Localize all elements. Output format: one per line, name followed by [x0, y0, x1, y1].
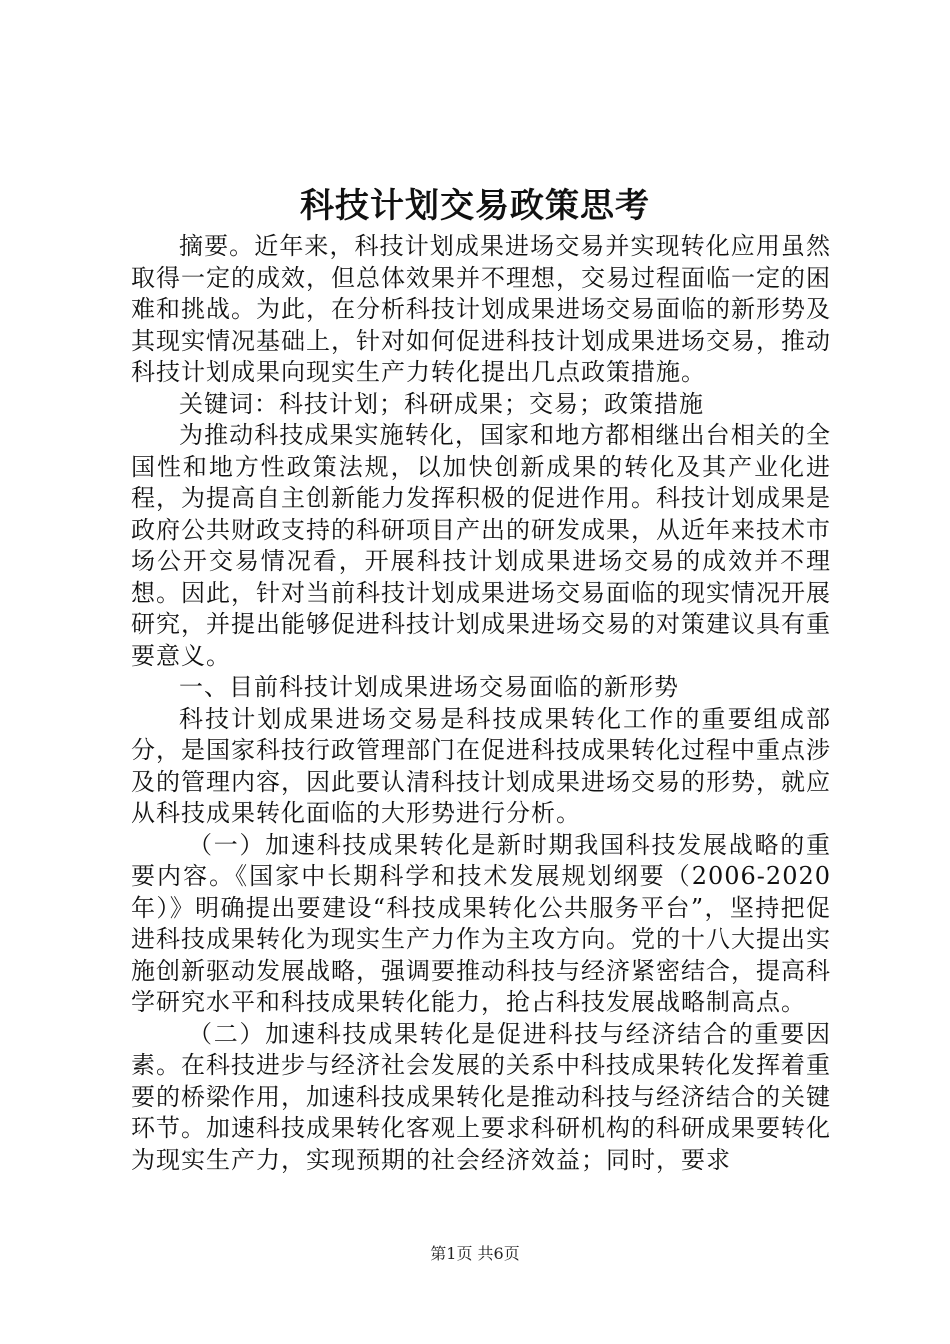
document-body — [131, 231, 831, 1176]
abstract-paragraph: 摘要。近年来，科技计划成果进场交易并实现转化应用虽然取得一定的成效，但总体效果并不理想，交易过程面临一定的困难和挑战。为此，在分析科技计划成果进场交易面临的新形势及其现实情况基础上，针对如何促进科技计划成果进场交易，推动科技计划成果向现实生产力转化提出几点政策措施。 — [131, 232, 831, 386]
subsection-1-paragraph: （一）加速科技成果转化是新时期我国科技发展战略的重要内容。《国家中长期科学和技术发展规划纲要（2006-2020年）》明确提出要建设“科技成果转化公共服务平台”，坚持把促进科技成果转化为现实生产力作为主攻方向。党的十八大提出实施创新驱动发展战略，强调要推动科技与经济紧密结合，提高科学研究水平和科技成果转化能力，抢占科技发展战略制高点。 — [131, 830, 831, 1016]
document-title: 科技计划交易政策思考 — [300, 186, 650, 226]
section-heading-1: 一、目前科技计划成果进场交易面临的新形势 — [179, 673, 679, 701]
section-1-paragraph: 科技计划成果进场交易是科技成果转化工作的重要组成部分，是国家科技行政管理部门在促进科技成果转化过程中重点涉及的管理内容，因此要认清科技计划成果进场交易的形势，就应从科技成果转化面临的大形势进行分析。 — [131, 704, 831, 827]
page-footer: 第1页 共6页 — [430, 1244, 520, 1263]
keywords-paragraph: 关键词：科技计划；科研成果；交易；政策措施 — [179, 389, 704, 418]
intro-paragraph: 为推动科技成果实施转化，国家和地方都相继出台相关的全国性和地方性政策法规，以加快创新成果的转化及其产业化进程，为提高自主创新能力发挥积极的促进作用。科技计划成果是政府公共财政支持的科研项目产出的研发成果，从近年来技术市场公开交易情况看，开展科技计划成果进场交易的成效并不理想。因此，针对当前科技计划成果进场交易面临的现实情况开展研究，并提出能够促进科技计划成果进场交易的对策建议具有重要意义。 — [131, 421, 831, 670]
subsection-2-paragraph: （二）加速科技成果转化是促进科技与经济结合的重要因素。在科技进步与经济社会发展的关系中科技成果转化发挥着重要的桥梁作用，加速科技成果转化是推动科技与经济结合的关键环节。加速科技成果转化客观上要求科研机构的科研成果要转化为现实生产力，实现预期的社会经济效益；同时，要求 — [131, 1019, 831, 1174]
